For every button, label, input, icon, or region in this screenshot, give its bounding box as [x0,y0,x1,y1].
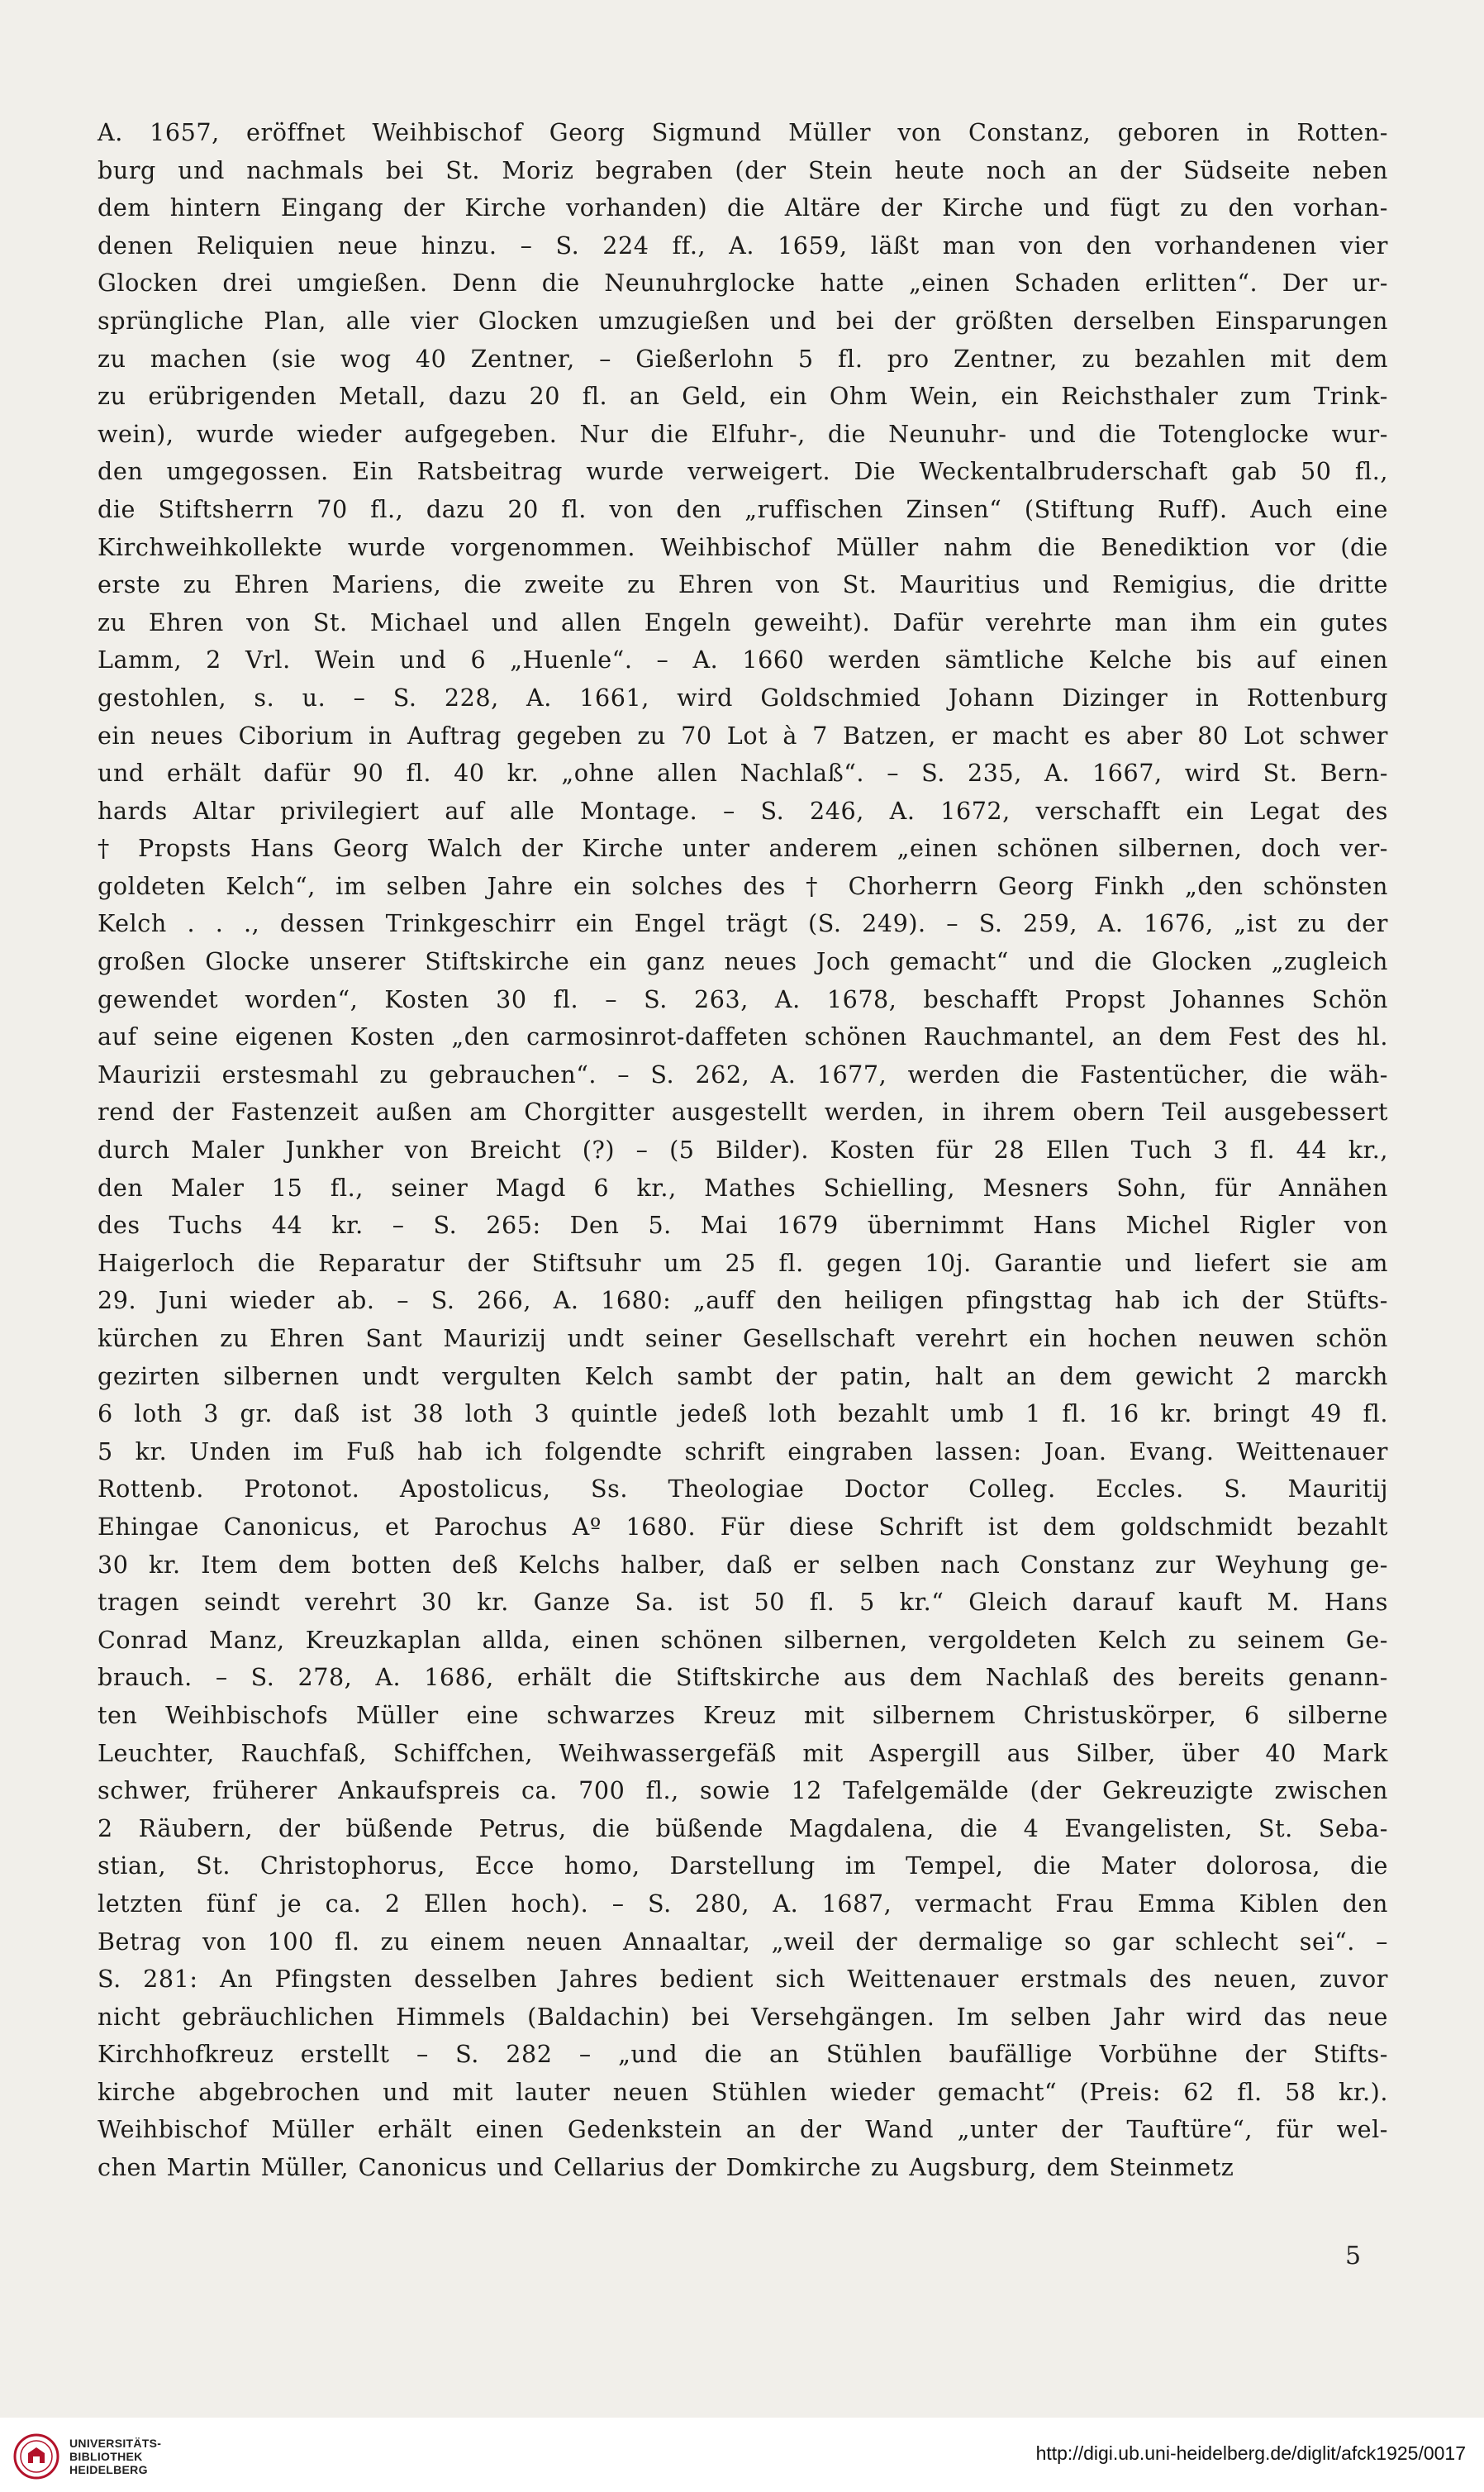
text-line: brauch. – S. 278, A. 1686, erhält die Stiftskirche aus dem Nachlaß des bereits genann- [98,1663,1388,1692]
text-line: 6 loth 3 gr. daß ist 38 loth 3 quintle jedeß loth bezahlt umb 1 fl. 16 kr. bringt 49 fl. [98,1399,1388,1428]
text-line: durch Maler Junkher von Breicht (?) – (5 Bilder). Kosten für 28 Ellen Tuch 3 fl. 44 kr., [98,1136,1388,1165]
text-line: tragen seindt verehrt 30 kr. Ganze Sa. ist 50 fl. 5 kr.“ Gleich darauf kauft M. Hans [98,1588,1388,1617]
text-line: Glocken drei umgießen. Denn die Neunuhrglocke hatte „einen Schaden erlitten“. Der ur- [98,269,1388,298]
text-line: ten Weihbischofs Müller eine schwarzes Kreuz mit silbernem Christuskörper, 6 silberne [98,1700,1388,1729]
library-logo[interactable] [13,2431,203,2482]
text-line: zu machen (sie wog 40 Zentner, – Gießerlohn 5 fl. pro Zentner, zu bezahlen mit dem [98,344,1388,373]
text-line: 2 Räubern, der büßende Petrus, die büßende Magdalena, die 4 Evangelisten, St. Seba- [98,1813,1388,1842]
library-name-line: HEIDELBERG [69,2463,148,2476]
text-line: Maurizii erstesmahl zu gebrauchen“. – S. 262, A. 1677, werden die Fastentücher, die wäh- [98,1060,1388,1089]
text-line: gestohlen, s. u. – S. 228, A. 1661, wird Goldschmied Johann Dizinger in Rottenburg [98,683,1388,712]
library-name-line: UNIVERSITÄTS- [69,2437,162,2450]
text-line: Leuchter, Rauchfaß, Schiffchen, Weihwassergefäß mit Aspergill aus Silber, über 40 Mark [98,1738,1388,1767]
text-line: † Propsts Hans Georg Walch der Kirche unter anderem „einen schönen silbernen, doch ver- [98,834,1388,863]
library-name-line: BIBLIOTHEK [69,2450,143,2463]
text-line: stian, St. Christophorus, Ecce homo, Darstellung im Tempel, die Mater dolorosa, die [98,1851,1388,1880]
text-line: goldeten Kelch“, im selben Jahre ein solches des † Chorherrn Georg Finkh „den schönsten [98,871,1388,900]
text-line: chen Martin Müller, Canonicus und Cellarius der Domkirche zu Augsburg, dem Steinmetz [98,2153,1234,2182]
text-line: dem hintern Eingang der Kirche vorhanden) die Altäre der Kirche und fügt zu den vorhan- [98,193,1388,222]
library-name [69,2437,161,2476]
text-line: zu Ehren von St. Michael und allen Engeln geweiht). Dafür verehrte man ihm ein gutes [98,608,1388,636]
text-line: großen Glocke unserer Stiftskirche ein ganz neues Joch gemacht“ und die Glocken „zugleich [98,947,1388,976]
text-line: 29. Juni wieder ab. – S. 266, A. 1680: „auff den heiligen pfingsttag hab ich der Stüfts- [98,1286,1388,1315]
text-line: den Maler 15 fl., seiner Magd 6 kr., Mathes Schielling, Mesners Sohn, für Annähen [98,1173,1388,1202]
text-line: des Tuchs 44 kr. – S. 265: Den 5. Mai 1679 übernimmt Hans Michel Rigler von [98,1211,1388,1240]
text-line: kirche abgebrochen und mit lauter neuen Stühlen wieder gemacht“ (Preis: 62 fl. 58 kr.). [98,2077,1388,2106]
text-line: gewendet worden“, Kosten 30 fl. – S. 263, A. 1678, beschafft Propst Johannes Schön [98,984,1388,1013]
text-line: schwer, früherer Ankaufspreis ca. 700 fl., sowie 12 Tafelgemälde (der Gekreuzigte zwischen [98,1776,1388,1805]
text-line: den umgegossen. Ein Ratsbeitrag wurde verweigert. Die Weckentalbruderschaft gab 50 fl., [98,457,1388,486]
text-line: kürchen zu Ehren Sant Maurizij undt seiner Gesellschaft verehrt ein hochen neuwen schön [98,1324,1388,1352]
text-line: Kirchweihkollekte wurde vorgenommen. Weihbischof Müller nahm die Benediktion vor (die [98,532,1388,561]
text-line: Weihbischof Müller erhält einen Gedenkstein an der Wand „unter der Tauftüre“, für wel- [98,2115,1388,2144]
text-line: S. 281: An Pfingsten desselben Jahres bedient sich Weittenauer erstmals des neuen, zuvor [98,1965,1388,1994]
text-line: 5 kr. Unden im Fuß hab ich folgendte schrift eingraben lassen: Joan. Evang. Weittenauer [98,1437,1388,1465]
text-line: Conrad Manz, Kreuzkaplan allda, einen schönen silbernen, vergoldeten Kelch zu seinem Ge- [98,1625,1388,1654]
text-line: Betrag von 100 fl. zu einem neuen Annaaltar, „weil der dermalige so gar schlecht sei“. – [98,1927,1388,1956]
text-line: Ehingae Canonicus, et Parochus Aº 1680. Für diese Schrift ist dem goldschmidt bezahlt [98,1512,1388,1541]
text-line: denen Reliquien neue hinzu. – S. 224 ff., A. 1659, läßt man von den vorhandenen vier [98,231,1388,260]
viewer-footer [0,2418,1484,2492]
text-line: gezirten silbernen undt vergulten Kelch sambt der patin, halt an dem gewicht 2 marckh [98,1361,1388,1390]
body-text [98,114,1388,2187]
text-line: erste zu Ehren Mariens, die zweite zu Ehren von St. Mauritius und Remigius, die dritte [98,570,1388,599]
text-line: Haigerloch die Reparatur der Stiftsuhr um 25 fl. gegen 10j. Garantie und liefert sie am [98,1248,1388,1277]
library-seal-icon [13,2433,59,2480]
text-line: auf seine eigenen Kosten „den carmosinrot-daffeten schönen Rauchmantel, an dem Fest des hl. [98,1022,1388,1051]
text-line: zu erübrigenden Metall, dazu 20 fl. an Geld, ein Ohm Wein, ein Reichsthaler zum Trink- [98,382,1388,411]
text-line: sprüngliche Plan, alle vier Glocken umzugießen und bei der größten derselben Einsparungen [98,306,1388,335]
text-line: Kirchhofkreuz erstellt – S. 282 – „und die an Stühlen baufällige Vorbühne der Stifts- [98,2040,1388,2069]
text-line: A. 1657, eröffnet Weihbischof Georg Sigmund Müller von Constanz, geboren in Rotten- [98,118,1388,146]
text-line: Rottenb. Protonot. Apostolicus, Ss. Theologiae Doctor Colleg. Eccles. S. Mauritij [98,1475,1388,1503]
page-number: 5 [1345,2242,1362,2270]
text-line: wein), wurde wieder aufgegeben. Nur die Elfuhr-, die Neunuhr- und die Totenglocke wur- [98,419,1388,448]
text-line: Kelch . . ., dessen Trinkgeschirr ein Engel trägt (S. 249). – S. 259, A. 1676, „ist zu der [98,909,1388,938]
document-url-link[interactable]: http://digi.ub.uni-heidelberg.de/diglit/afck1925/0017 [1035,2442,1466,2464]
text-line: und erhält dafür 90 fl. 40 kr. „ohne allen Nachlaß“. – S. 235, A. 1667, wird St. Bern- [98,759,1388,788]
text-line: burg und nachmals bei St. Moriz begraben (der Stein heute noch an der Südseite neben [98,155,1388,184]
text-line: letzten fünf je ca. 2 Ellen hoch). – S. 280, A. 1687, vermacht Frau Emma Kiblen den [98,1889,1388,1918]
text-line: nicht gebräuchlichen Himmels (Baldachin) bei Versehgängen. Im selben Jahr wird das neue [98,2002,1388,2031]
text-line: ein neues Ciborium in Auftrag gegeben zu 70 Lot à 7 Batzen, er macht es aber 80 Lot schwer [98,721,1388,750]
text-line: 30 kr. Item dem botten deß Kelchs halber, daß er selben nach Constanz zur Weyhung ge- [98,1550,1388,1579]
text-line: hards Altar privilegiert auf alle Montage. – S. 246, A. 1672, verschafft ein Legat des [98,796,1388,825]
text-line: die Stiftsherrn 70 fl., dazu 20 fl. von den „ruffischen Zinsen“ (Stiftung Ruff). Auch eine [98,494,1388,523]
text-line: Lamm, 2 Vrl. Wein und 6 „Huenle“. – A. 1660 werden sämtliche Kelche bis auf einen [98,646,1388,674]
text-line: rend der Fastenzeit außen am Chorgitter ausgestellt werden, in ihrem obern Teil ausgebessert [98,1098,1388,1127]
